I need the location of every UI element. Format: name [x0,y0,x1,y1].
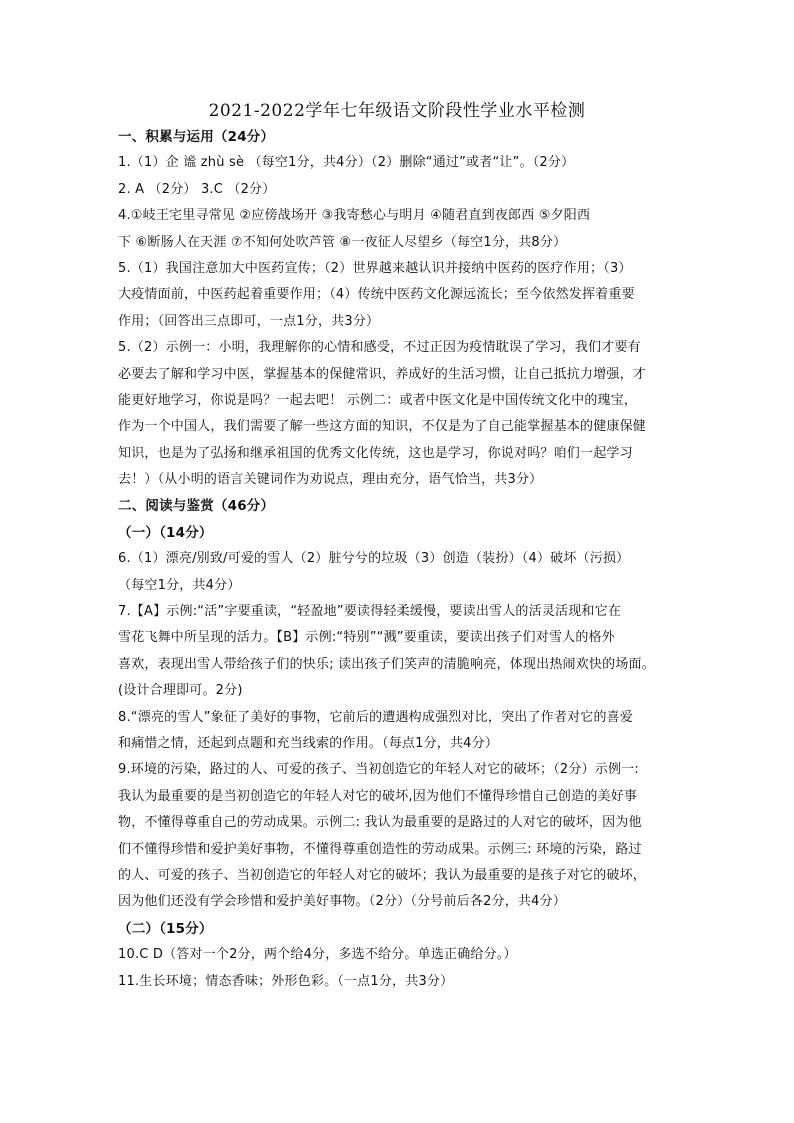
answer-line: 因为他们还没有学会珍惜和爱护美好事物。（2分）（分号前后各2分，共4分） [118,894,567,910]
answer-line: 物，不懂得尊重自己的劳动成果。示例二: 我认为最重要的是路过的人对它的破坏，因为他 [118,815,642,831]
document-title: 2021-2022学年七年级语文阶段性学业水平检测 [208,101,586,121]
section-heading: 二、阅读与鉴赏（46分） [118,498,275,515]
answer-line: 必要去了解和学习中医，掌握基本的保健常识，养成好的生活习惯，让自己抵抗力增强，才 [118,366,647,382]
answer-line: 我认为最重要的是当初创造它的年轻人对它的破坏,因为他们不懂得珍惜自己创造的美好事 [118,788,638,804]
answer-line: 10.C D（答对一个2分，两个给4分，多选不给分。单选正确给分。） [118,947,517,963]
answer-line: 去！）（从小明的语言关键词作为劝说点，理由充分，语气恰当，共3分） [118,472,543,488]
section-heading: （二）（15分） [118,920,213,937]
answer-line: 能更好地学习，你说是吗？一起去吧！ 示例二：或者中医文化是中国传统文化中的瑰宝， [118,392,638,408]
answer-line: 的人、可爱的孩子、当初创造它的年轻人对它的破坏；我认为最重要的是孩子对它的破坏， [118,867,647,883]
answer-line: 1.（1）企 谧 zhù sè （每空1分，共4分）（2）删除“通过”或者“让”。（2分） [118,155,575,171]
answer-line: 和痛惜之情，还起到点题和充当线索的作用。（每点1分，共4分） [118,735,499,751]
answer-line: 4.①岐王宅里寻常见 ②应傍战场开 ③我寄愁心与明月 ④随君直到夜郎西 ⑤夕阳西 [118,208,591,224]
answer-line: (设计合理即可。2分) [118,683,243,699]
answer-line: 5.（1）我国注意加大中医药宣传；（2）世界越来越认识并接纳中医药的医疗作用；（3） [118,260,632,276]
answer-line: （每空1分，共4分） [118,577,241,593]
answer-line: 6.（1）漂亮/别致/可爱的雪人（2）脏兮兮的垃圾（3）创造（装扮）（4）破坏（污损） [118,551,630,567]
answer-line: 8.“漂亮的雪人”象征了美好的事物，它前后的遭遇构成强烈对比，突出了作者对它的喜爱 [118,709,634,725]
answer-line: 喜欢，表现出雪人带给孩子们的快乐; 读出孩子们笑声的清脆响亮，体现出热闹欢快的场面。 [118,656,655,672]
answer-line: 下 ⑥断肠人在天涯 ⑦不知何处吹芦管 ⑧一夜征人尽望乡（每空1分，共8分） [118,234,567,250]
answer-line: 大疫情面前，中医药起着重要作用；（4）传统中医药文化源远流长；至今依然发挥着重要 [118,287,635,303]
section-heading: （一）（14分） [118,524,213,541]
answer-line: 知识，也是为了弘扬和继承祖国的优秀文化传统，这也是学习，你说对吗？咱们一起学习 [118,445,633,461]
answer-line: 们不懂得珍惜和爱护美好事物，不懂得尊重创造性的劳动成果。示例三: 环境的污染，路过 [118,841,642,857]
answer-line: 7.【A】示例:“活”字要重读，“轻盈地”要读得轻柔缓慢，要读出雪人的活灵活现和它在 [118,604,622,620]
answer-content [118,124,684,995]
answer-line: 作用；（回答出三点即可，一点1分，共3分） [118,313,380,329]
answer-line: 2. A （2分） 3.C （2分） [118,181,276,197]
answer-line: 雪花飞舞中所呈现的活力。【B】示例:“特别”“溅”要重读，要读出孩子们对雪人的格外 [118,630,615,646]
answer-line: 11.生长环境；情态香味；外形色彩。（一点1分，共3分） [118,973,454,989]
section-heading: 一、积累与运用（24分） [118,129,275,145]
answer-line: 作为一个中国人，我们需要了解一些这方面的知识，不仅是为了自己能掌握基本的健康保健 [118,419,647,435]
answer-line: 9.环境的污染，路过的人、可爱的孩子、当初创造它的年轻人对它的破坏；（2分）示例一: [118,762,639,778]
answer-line: 5.（2）示例一：小明，我理解你的心情和感受，不过正因为疫情耽误了学习，我们才要有 [118,340,641,356]
